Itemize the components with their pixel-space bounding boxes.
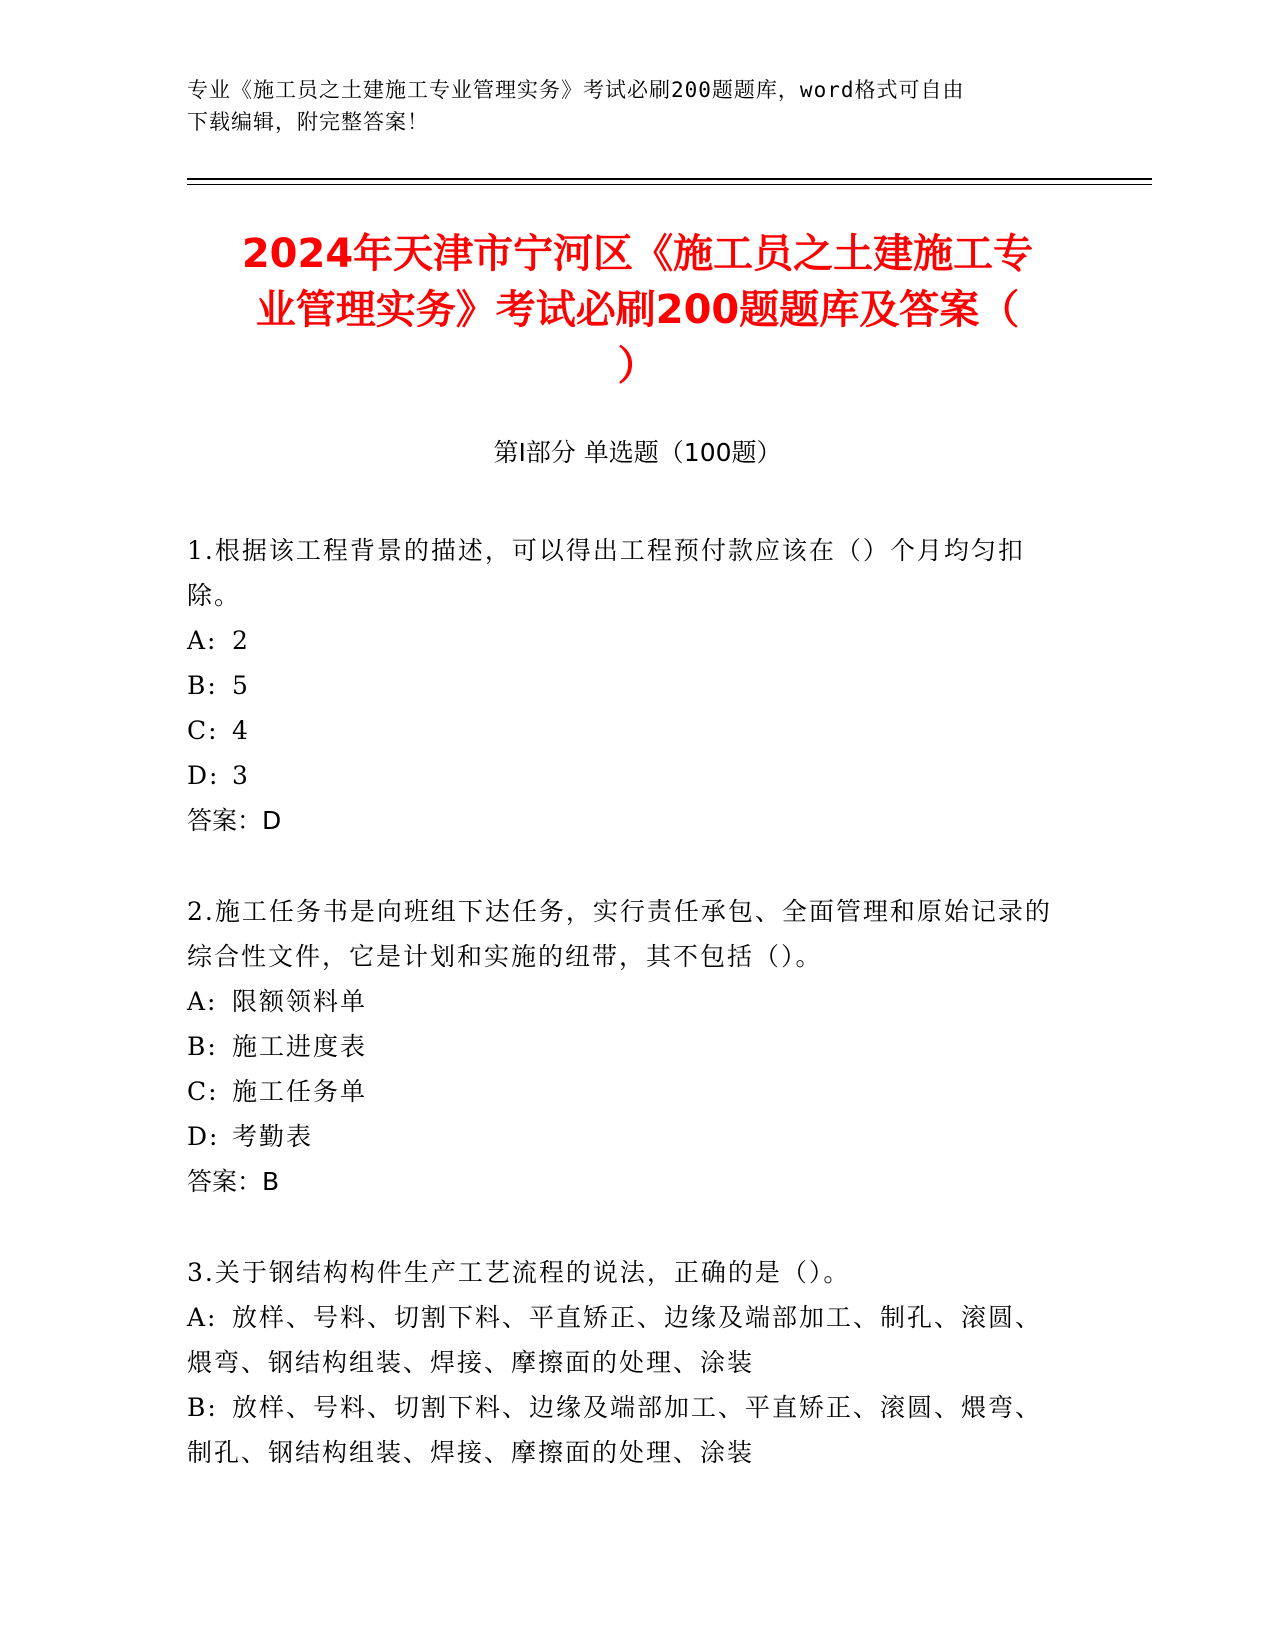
question-option-b — [187, 1385, 1067, 1475]
option-text: 考勤表 — [232, 1122, 314, 1151]
option-text: 2 — [232, 626, 250, 655]
option-letter: D: — [187, 1122, 220, 1151]
question-answer: 答案：B — [187, 1167, 280, 1196]
question-option-b — [187, 663, 1067, 708]
option-text: 放样、号料、切割下料、边缘及端部加工、平直矫正、滚圆、煨弯、制孔、钢结构组装、焊接、摩擦面的处理、涂装 — [187, 1393, 1043, 1467]
header-note-line-2: 下载编辑，附完整答案！ — [187, 110, 429, 134]
question-list — [187, 528, 1067, 1521]
option-letter: B: — [187, 1032, 218, 1061]
header-divider-thick — [187, 178, 1152, 180]
question-option-a — [187, 618, 1067, 663]
option-letter: C: — [187, 1077, 219, 1106]
document-title-line-3: ） — [617, 343, 658, 389]
question-option-c — [187, 708, 1067, 753]
question-option-c — [187, 1069, 1067, 1114]
question-1 — [187, 528, 1067, 843]
question-2 — [187, 889, 1067, 1204]
header-note — [187, 74, 1067, 138]
option-text: 限额领料单 — [232, 987, 368, 1016]
option-text: 施工进度表 — [232, 1032, 368, 1061]
question-stem: 2.施工任务书是向班组下达任务，实行责任承包、全面管理和原始记录的综合性文件，它是计划和实施的纽带，其不包括（）。 — [187, 897, 1052, 971]
document-title — [180, 226, 1095, 394]
option-text: 施工任务单 — [232, 1077, 368, 1106]
document-title-line-1: 2024年天津市宁河区《施工员之土建施工专 — [241, 231, 1034, 277]
option-letter: D: — [187, 761, 220, 790]
document-title-line-2: 业管理实务》考试必刷200题题库及答案（ — [255, 287, 1020, 333]
question-stem: 1.根据该工程背景的描述，可以得出工程预付款应该在（）个月均匀扣除。 — [187, 536, 1025, 610]
option-letter: A: — [187, 626, 218, 655]
section-title: 第I部分 单选题（100题） — [493, 438, 782, 467]
question-answer: 答案：D — [187, 806, 282, 835]
question-option-b — [187, 1024, 1067, 1069]
question-option-a — [187, 1295, 1067, 1385]
header-divider-thin — [187, 184, 1152, 185]
option-letter: A: — [187, 987, 218, 1016]
option-letter: B: — [187, 1393, 218, 1422]
question-option-a — [187, 979, 1067, 1024]
option-text: 放样、号料、切割下料、平直矫正、边缘及端部加工、制孔、滚圆、煨弯、钢结构组装、焊接、摩擦面的处理、涂装 — [187, 1303, 1043, 1377]
option-letter: C: — [187, 716, 219, 745]
question-3 — [187, 1250, 1067, 1475]
header-note-line-1: 专业《施工员之土建施工专业管理实务》考试必刷200题题库，word格式可自由 — [187, 78, 965, 102]
question-option-d — [187, 753, 1067, 798]
question-stem: 3.关于钢结构构件生产工艺流程的说法，正确的是（）。 — [187, 1258, 851, 1287]
option-letter: A: — [187, 1303, 218, 1332]
option-text: 5 — [232, 671, 250, 700]
option-text: 4 — [232, 716, 250, 745]
option-letter: B: — [187, 671, 218, 700]
option-text: 3 — [232, 761, 250, 790]
question-option-d — [187, 1114, 1067, 1159]
